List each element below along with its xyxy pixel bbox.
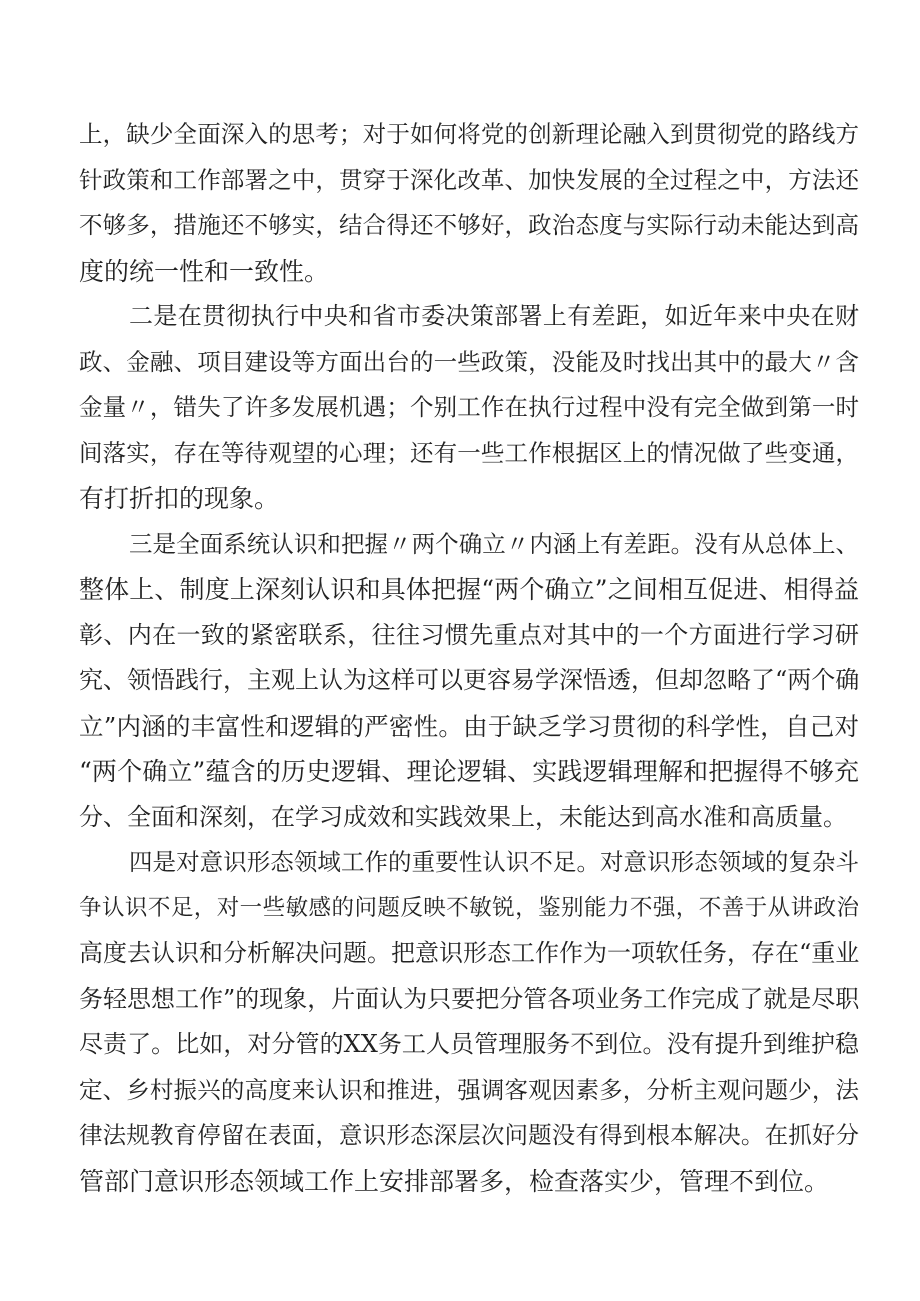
text-line: 政、金融、项目建设等方面出台的一些政策，没能及时找出其中的最大〃含	[79, 347, 859, 376]
text-line: “两个确立”蕴含的历史逻辑、理论逻辑、实践逻辑理解和把握得不够充	[79, 757, 859, 786]
text-line: 争认识不足，对一些敏感的问题反映不敏锐，鉴别能力不强，不善于从讲政治	[79, 894, 859, 921]
text-line: 间落实，存在等待观望的心理；还有一些工作根据区上的情况做了些变通，	[79, 438, 859, 467]
text-line: 律法规教育停留在表面，意识形态深层次问题没有得到根本解决。在抓好分	[79, 1121, 859, 1149]
paragraph-4-first-line: 四是对意识形态领域工作的重要性认识不足。对意识形态领域的复杂斗	[129, 848, 859, 876]
text-line: 管部门意识形态领域工作上安排部署多，检查落实少，管理不到位。	[79, 1166, 830, 1196]
text-line: 金量〃，错失了许多发展机遇；个别工作在执行过程中没有完全做到第一时	[79, 393, 859, 421]
text-line: 彰、内在一致的紧密联系，往往习惯先重点对其中的一个方面进行学习研	[79, 620, 859, 649]
text-line: 针政策和工作部署之中，贯穿于深化改革、加快发展的全过程之中，方法还	[79, 165, 859, 194]
text-line: 上，缺少全面深入的思考；对于如何将党的创新理论融入到贯彻党的路线方	[79, 120, 859, 148]
text-line: 有打折扣的现象。	[79, 484, 280, 513]
text-line: 尽责了。比如，对分管的XX务工人员管理服务不到位。没有提升到维护稳	[79, 1030, 859, 1058]
text-line: 务轻思想工作”的现象，片面认为只要把分管各项业务工作完成了就是尽职	[79, 984, 859, 1013]
text-line: 定、乡村振兴的高度来认识和推进，强调客观因素多，分析主观问题少，法	[79, 1075, 859, 1104]
text-line: 高度去认识和分析解决问题。把意识形态工作作为一项软任务，存在“重业	[79, 939, 859, 967]
text-line: 立”内涵的丰富性和逻辑的严密性。由于缺乏学习贯彻的科学性，自己对	[79, 711, 859, 741]
paragraph-2-first-line: 二是在贯彻执行中央和省市委决策部署上有差距，如近年来中央在财	[129, 302, 859, 330]
paragraph-3-first-line: 三是全面系统认识和把握〃两个确立〃内涵上有差距。没有从总体上、	[129, 529, 859, 558]
body-text	[79, 112, 859, 1204]
text-line: 不够多，措施还不够实，结合得还不够好，政治态度与实际行动未能达到高	[79, 211, 859, 239]
text-line: 度的统一性和一致性。	[79, 256, 330, 286]
text-line: 整体上、制度上深刻认识和具体把握“两个确立”之间相互促进、相得益	[79, 575, 859, 604]
text-line: 分、全面和深刻，在学习成效和实践效果上，未能达到高水准和高质量。	[79, 802, 847, 831]
text-line: 究、领悟践行，主观上认为这样可以更容易学深悟透，但却忽略了“两个确	[79, 666, 859, 694]
